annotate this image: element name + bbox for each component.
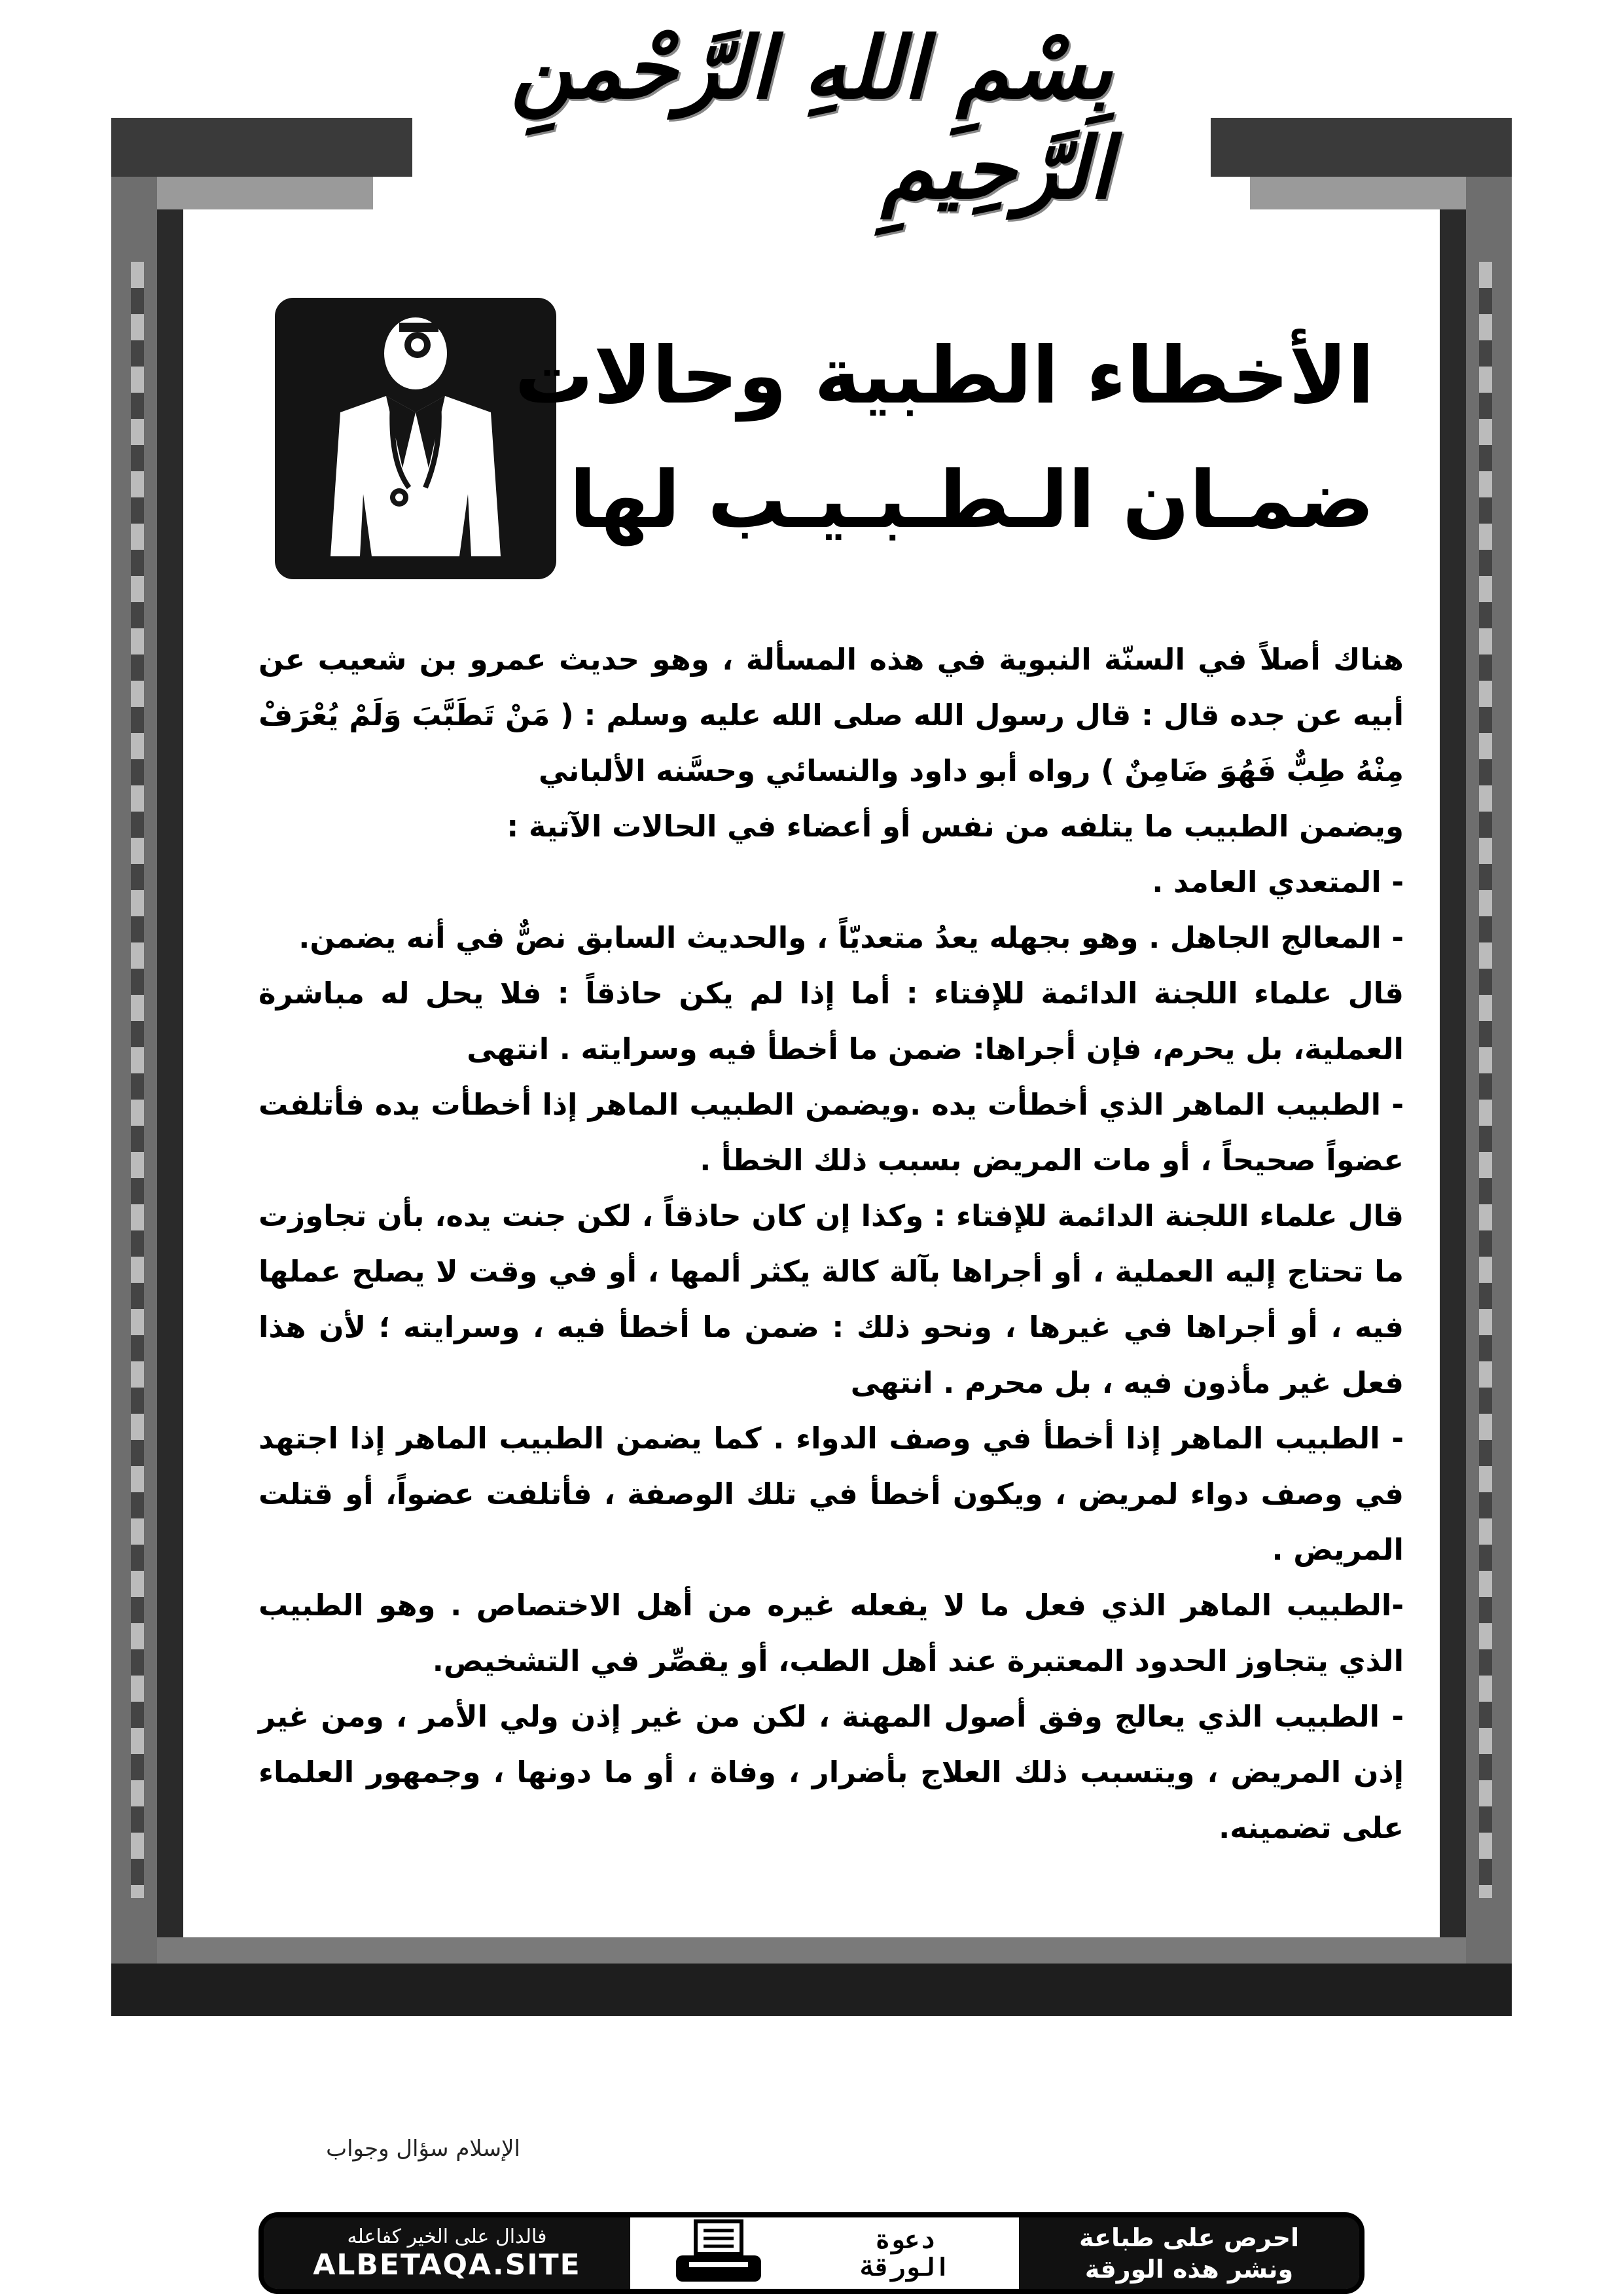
footer-slogan-box [1019, 2217, 1359, 2289]
frame-left-inner-bar [157, 190, 183, 1957]
frame-left-strip [131, 262, 144, 1898]
logo-mark: دعوة الورقة [860, 2225, 950, 2282]
body-paragraph: - الطبيب الماهر الذي أخطأت يده .ويضمن الطبيب الماهر إذا أخطأت يده فأتلفت عضواً صحيحاً ، أو مات المريض بسبب ذلك الخطأ . [259, 1087, 1404, 1177]
footer-site-box [264, 2217, 630, 2289]
source-credit: الإسلام سؤال وجواب [326, 2136, 520, 2162]
article-body [259, 632, 1404, 1856]
printer-icon [669, 2219, 768, 2287]
body-paragraph: -الطبيب الماهر الذي فعل ما لا يفعله غيره من أهل الاختصاص . وهو الطبيب الذي يتجاوز الحدود المعتبرة عند أهل الطب، أو يقصِّر في التشخيص. [259, 1588, 1404, 1678]
body-paragraph: قال علماء اللجنة الدائمة للإفتاء : وكذا إن كان حاذقاً ، لكن جنت يده، بأن تجاوزت ما تحتاج إليه العملية ، أو أجراها بآلة كالة يكثر ألمها ، أو في وقت لا يصلح عملها فيه ، أو أجراها في غيرها ، ونحو ذلك : ضمن ما أخطأ فيه ، وسرايته ؛ لأن هذا فعل غير مأذون فيه ، بل محرم . انتهى [259, 1198, 1404, 1400]
frame-top-right-bar [1211, 118, 1512, 177]
title-line-2: ضمـان الـطـبـيـب لها [569, 455, 1374, 546]
body-paragraph: ويضمن الطبيب ما يتلفه من نفس أو أعضاء في الحالات الآتية : [507, 809, 1404, 844]
body-paragraph: - المعالج الجاهل . وهو بجهله يعدُ متعديّاً ، والحديث السابق نصٌّ في أنه يضمن. [298, 920, 1404, 955]
site-link[interactable]: ALBETAQA.SITE [313, 2248, 581, 2282]
slogan-line-2: ونشر هذه الورقة [1084, 2254, 1294, 2284]
frame-top-right-accent [1250, 177, 1466, 209]
frame-bottom-bar [111, 1964, 1512, 2016]
body-paragraph: - الطبيب الماهر إذا أخطأ في وصف الدواء . كما يضمن الطبيب الماهر إذا اجتهد في وصف دواء لمريض ، ويكون أخطأ في تلك الوصفة ، فأتلفت عضواً، أو قتلت المريض . [259, 1421, 1404, 1567]
body-paragraph: - المتعدي العامد . [1152, 865, 1404, 899]
page-title [514, 314, 1374, 576]
body-paragraph: هناك أصلاً في السنّة النبوية في هذه المسألة ، وهو حديث عمرو بن شعيب عن أبيه عن جده قال : قال رسول الله صلى الله عليه وسلم : ( مَنْ تَطَبَّبَ وَلَمْ يُعْرَفْ مِنْهُ طِبٌّ فَهُوَ ضَامِنٌ ) رواه أبو داود والنسائي وحسَّنه الألباني [259, 642, 1404, 788]
frame-right-strip [1479, 262, 1492, 1898]
frame-top-left-accent [157, 177, 373, 209]
body-paragraph: - الطبيب الذي يعالج وفق أصول المهنة ، لكن من غير إذن ولي الأمر ، ومن غير إذن المريض ، ويتسبب ذلك العلاج بأضرار ، وفاة ، أو ما دونها ، وجمهور العلماء على تضمينه. [259, 1699, 1404, 1845]
slogan-line-1: احرص على طباعة [1079, 2223, 1300, 2252]
basmala-calligraphy: بِسْمِ اللهِ الرَّحْمنِ الرَّحِيمِ [510, 18, 1113, 218]
footer-banner [259, 2212, 1364, 2294]
body-paragraph: قال علماء اللجنة الدائمة للإفتاء : أما إذا لم يكن حاذقاً : فلا يحل له مباشرة العملية، بل يحرم، فإن أجراها: ضمن ما أخطأ فيه وسرايته . انتهى [259, 976, 1404, 1066]
frame-bottom-accent [157, 1937, 1466, 1964]
frame-top-left-bar [111, 118, 412, 177]
footer-cta: فالدال على الخير كفاعله [347, 2225, 547, 2248]
frame-right-inner-bar [1440, 190, 1466, 1957]
title-line-1: الأخطاء الطبية وحالات [514, 331, 1374, 422]
